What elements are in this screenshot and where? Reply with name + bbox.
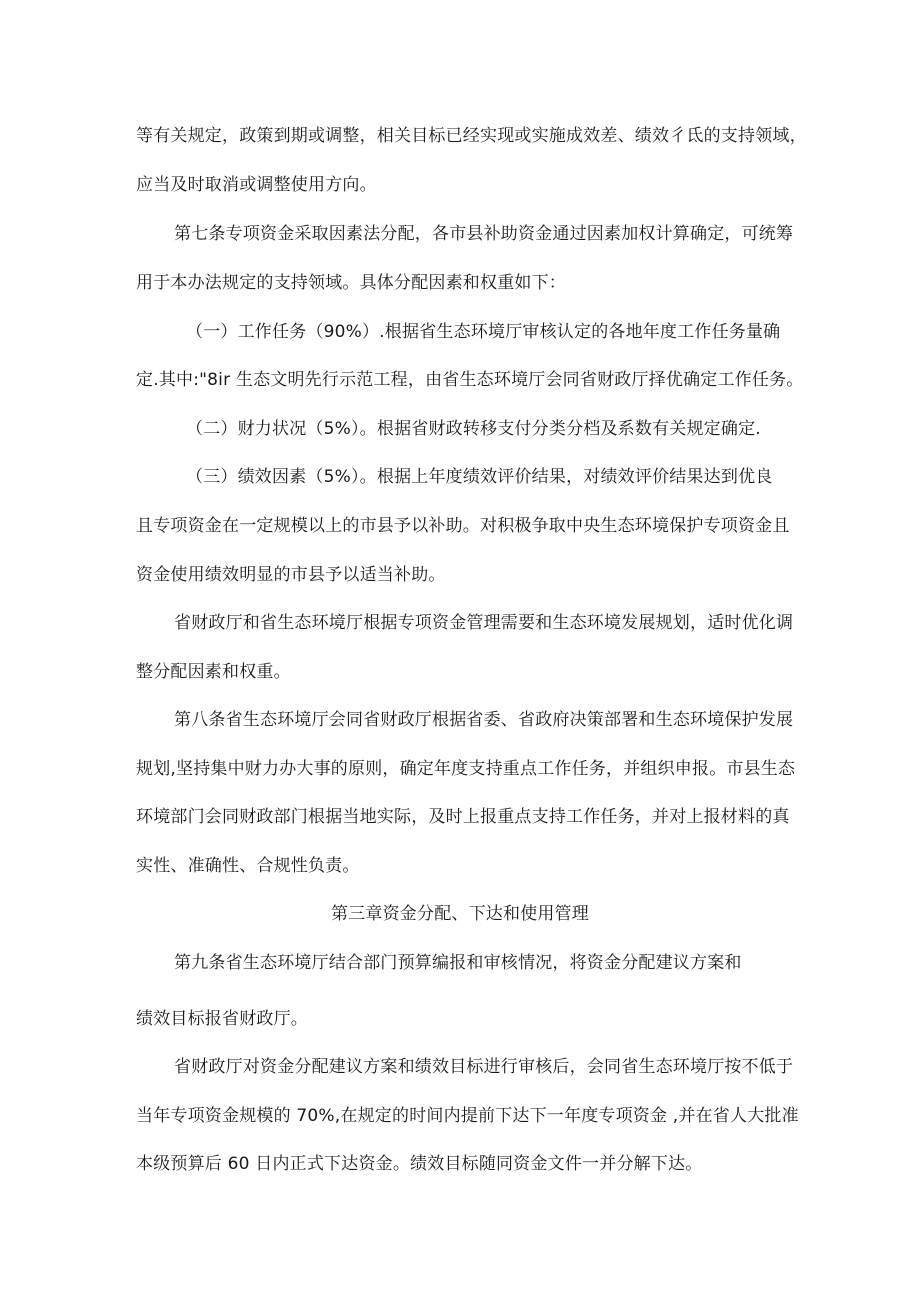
paragraph-article-9: 第九条省生态环境厅结合部门预算编报和审核情况，将资金分配建议方案和	[174, 953, 742, 973]
text-line: 规划,坚持集中财力办大事的原则，确定年度支持重点工作任务，并组织申报。市县生态	[136, 759, 796, 779]
list-item-task: （一）工作任务（90%）.根据省生态环境厅审核认定的各地年度工作任务量确	[186, 322, 781, 342]
list-item-finance: （二）财力状况（5%）。根据省财政转移支付分类分档及系数有关规定确定.	[186, 419, 761, 439]
paragraph-adjustment: 省财政厅和省生态环境厅根据专项资金管理需要和生态环境发展规划，适时优化调	[174, 613, 794, 633]
text-line: 当年专项资金规模的 70%,在规定的时间内提前下达下一年度专项资金 ,并在省人大批准	[136, 1106, 799, 1126]
text-line: 定.其中:"8ir 生态文明先行示范工程，由省生态环境厅会同省财政厅择优确定工作任务。	[136, 370, 804, 390]
text-line: 环境部门会同财政部门根据当地实际，及时上报重点支持工作任务，并对上报材料的真	[136, 807, 790, 827]
text-line: 等有关规定，政策到期或调整，相关目标已经实现或实施成效差、绩效彳氐的支持领域，	[136, 126, 807, 146]
text-line: 本级预算后 60 日内正式下达资金。绩效目标随同资金文件一并分解下达。	[136, 1154, 703, 1174]
text-line: 资金使用绩效明显的市县予以适当补助。	[136, 565, 446, 585]
text-line: 绩效目标报省财政厅。	[136, 1009, 308, 1029]
text-line: 实性、准确性、合规性负责。	[136, 856, 360, 876]
text-line: 且专项资金在一定规模以上的市县予以补助。对积极争取中央生态环境保护专项资金且	[136, 516, 790, 536]
text-line: 整分配因素和权重。	[136, 662, 291, 682]
paragraph-review: 省财政厅对资金分配建议方案和绩效目标进行审核后，会同省生态环境厅按不低于	[174, 1057, 794, 1077]
paragraph-article-8: 第八条省生态环境厅会同省财政厅根据省委、省政府决策部署和生态环境保护发展	[174, 710, 794, 730]
text-line: 用于本办法规定的支持领域。具体分配因素和权重如下：	[136, 273, 566, 293]
text-line: 应当及时取消或调整使用方向。	[136, 175, 377, 195]
paragraph-article-7: 第七条专项资金采取因素法分配，各市县补助资金通过因素加权计算确定，可统筹	[174, 224, 794, 244]
chapter-heading: 第三章资金分配、下达和使用管理	[331, 904, 589, 924]
list-item-performance: （三）绩效因素（5%）。根据上年度绩效评价结果，对绩效评价结果达到优良	[186, 467, 773, 487]
